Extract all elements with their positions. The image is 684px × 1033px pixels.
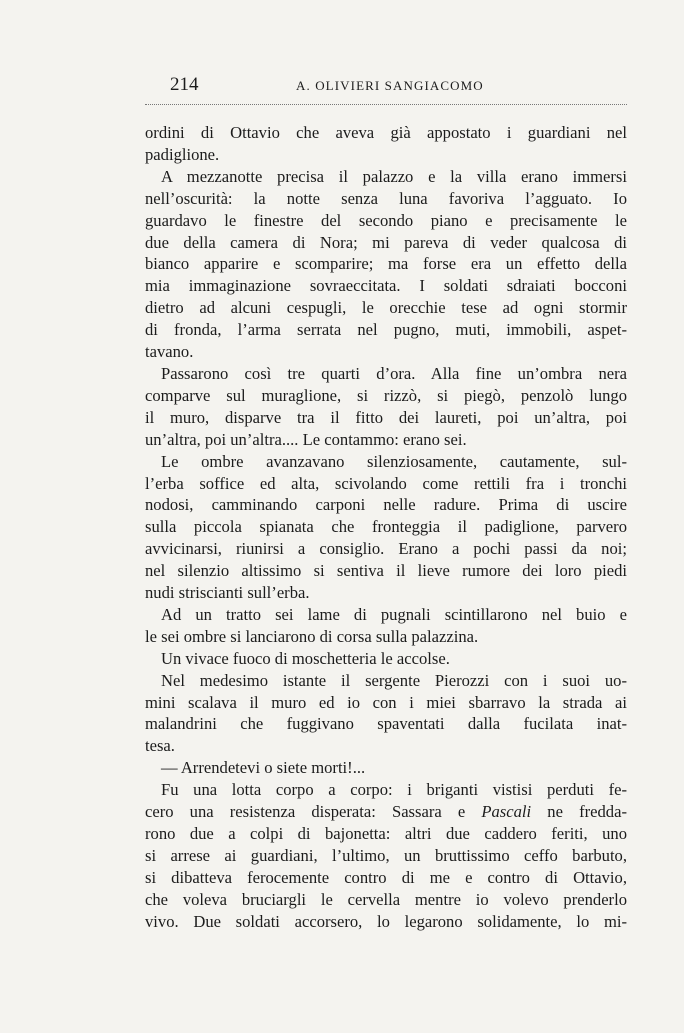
text-line: Nel medesimo istante il sergente Pierozzi con i suoi uo- [161,670,627,690]
text-line: si dibatteva ferocemente contro di me e contro di Ottavio, [145,867,627,887]
text-line: rono due a colpi di bajonetta: altri due caddero feriti, uno [145,824,627,843]
text-line: A mezzanotte precisa il palazzo e la villa erano immersi [161,166,627,186]
text-line: tesa. [145,736,175,756]
text-line: Un vivace fuoco di moschetteria le accolse. [161,648,450,668]
text-line: che voleva bruciargli le cervella mentre io volevo prenderlo [145,889,627,909]
text-line: il muro, disparve tra il fitto dei laureti, poi un’altra, poi [145,407,627,427]
text-line: ordini di Ottavio che aveva già appostato i guardiani nel [145,123,627,142]
text-line: due della camera di Nora; mi pareva di veder qualcosa di [145,232,627,252]
text-line: nudi striscianti sull’erba. [145,583,310,603]
text-line: dietro ad alcuni cespugli, le orecchie tese ad ogni stormir [145,298,627,318]
text-segment: ne fredda- [547,802,627,822]
text-line: comparve sul muraglione, si rizzò, si piegò, penzolò lungo [145,385,627,405]
text-line: vivo. Due soldati accorsero, lo legarono solidamente, lo mi- [145,911,627,931]
text-line: Le ombre avanzavano silenziosamente, cautamente, sul- [161,451,627,471]
text-line: l’erba soffice ed alta, scivolando come rettili fra i tronchi [145,473,627,493]
page-number: 214 [170,74,199,95]
text-segment: cero una resistenza disperata: Sassara e [145,802,466,822]
running-head: A. OLIVIERI SANGIACOMO [296,78,484,93]
text-line: un’altra, poi un’altra.... Le contammo: erano sei. [145,429,467,449]
text-line: malandrini che fuggivano spaventati dalla fucilata inat- [145,714,627,734]
body-text [145,122,627,933]
text-line: nel silenzio altissimo si sentiva il lieve rumore dei loro piedi [145,561,627,581]
text-line: avvicinarsi, riunirsi a consiglio. Erano a pochi passi da noi; [145,539,627,559]
text-line [145,801,627,823]
text-line: Ad un tratto sei lame di pugnali scintillarono nel buio e [161,604,627,624]
text-line: guardavo le finestre del secondo piano e precisamente le [145,210,627,230]
text-line: Passarono così tre quarti d’ora. Alla fine un’ombra nera [161,363,627,383]
text-line: tavano. [145,342,194,362]
text-line: si arrese ai guardiani, l’ultimo, un bruttissimo ceffo barbuto, [145,845,627,865]
text-line: mini scalava il muro ed io con i miei sbarravo la strada ai [145,692,627,712]
text-line: sulla piccola spianata che fronteggia il padiglione, parvero [145,517,627,537]
text-line: nell’oscurità: la notte senza luna favoriva l’agguato. Io [145,188,627,208]
text-line: — Arrendetevi o siete morti!... [161,758,366,778]
text-line: mia immaginazione sovraeccitata. I soldati sdraiati bocconi [145,276,627,296]
text-line: bianco apparire e scomparire; ma forse era un effetto della [145,254,627,274]
text-line: di fronda, l’arma serrata nel pugno, muti, immobili, aspet- [145,320,627,340]
text-line: padiglione. [145,144,220,164]
text-line: le sei ombre si lanciarono di corsa sulla palazzina. [145,626,479,646]
text-line: nodosi, camminando carponi nelle radure. Prima di uscire [145,495,627,515]
text-line: Fu una lotta corpo a corpo: i briganti vistisi perduti fe- [161,780,627,800]
italic-name: Pascali [481,802,532,822]
page-header [145,74,627,105]
